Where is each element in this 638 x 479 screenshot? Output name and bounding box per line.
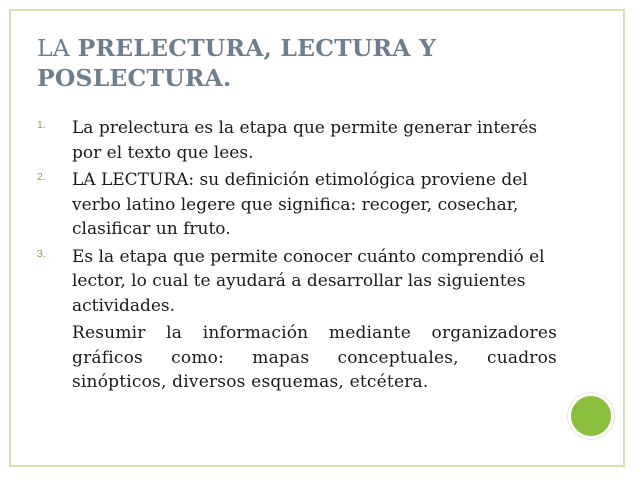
list-item-text: LA LECTURA: su definición etimológica proviene del verbo latino legere que significa: recoger, cosechar, clasificar un fruto. [72,170,528,239]
list-item-text: La prelectura es la etapa que permite generar interés por el texto que lees. [72,118,538,163]
title-rest: PRELECTURA, LECTURA Y POSLECTURA. [37,34,437,92]
list-item-number: 1. [37,119,46,131]
title-lead: LA [37,34,78,62]
list-item-number: 2. [37,171,46,183]
list-item-number: 3. [37,247,46,260]
list-item [37,168,557,242]
summary-paragraph-text: Resumir la información mediante organizadores gráficos como: mapas conceptuales, cuadros sinópticos, diversos esquemas, etcétera. [72,323,557,392]
list-item [37,116,557,165]
list-item-text: Es la etapa que permite conocer cuánto comprendió el lector, lo cual te ayudará a desarrollar las siguientes actividades. [72,246,545,316]
list-item [37,245,557,319]
numbered-list [37,116,557,395]
summary-paragraph [37,321,557,395]
accent-circle [568,393,614,439]
slide-title [37,33,557,93]
